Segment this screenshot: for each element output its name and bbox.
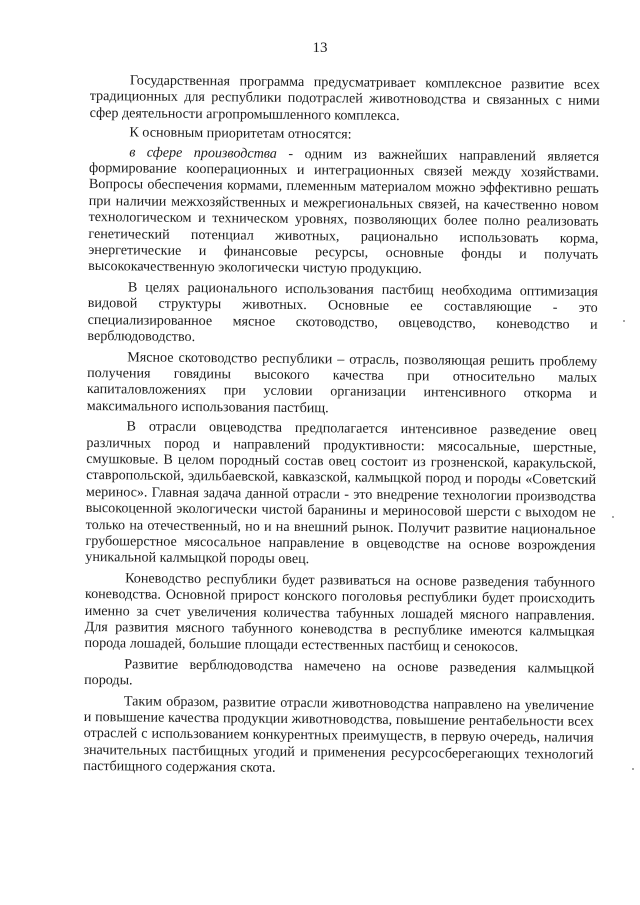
page-number: 13 <box>312 40 328 56</box>
scan-speck <box>612 516 614 518</box>
paragraph-beef-cattle: Мясное скотоводство республики – отрасль, позволяющая решить проблему получения говядины высокого качества при относительно малых капиталовложениях при условии организации интенсивного откорма и максимального использования пастбищ. <box>86 348 598 417</box>
scan-speck <box>632 768 634 770</box>
paragraph-horse-breeding: Коневодство республики будет развиваться на основе разведения табунного коневодства. Основной прирост конского поголовья республики будет происходить именно за счет увеличения количества табунных лошадей мясного направления. Для развития мясного табунного коневодства в республике имеются калмыцкая порода лошадей, большие площади естественных пастбищ и сенокосов. <box>84 570 596 656</box>
production-sphere-label: в сфере производства <box>129 144 277 162</box>
production-sphere-text: - одним из важнейших направлений является формирование кооперационных и интеграционных связей между хозяйствами. Вопросы обеспечения кормами, племенным материалом можно эффективно решать при наличии межхозяйственных и межрегиональных связей, на качественно новом технологическом и техническом уровнях, позволяющих более полно реализовать генетический потенциал животных, рационально использовать корма, энергетические и финансовые ресурсы, основные фонды и получать высококачественную экологически чистую продукцию. <box>88 145 600 278</box>
paragraph-sheep-breeding: В отрасли овцеводства предполагается интенсивное разведение овец различных пород и направлений продуктивности: мясосальные, шерстные, смушковые. В целом породный состав овец состоит из грозненской, каракульской, ставропольской, эдильбаевской, кавказской, калмыцкой пород и породы «Советский меринос». Главная задача данной отрасли - это внедрение технологии производства высокоценной экологически чистой баранины и мериносовой шерсти с выходом не только на отечественный, но и на внешний рынок. Получит развитие национальное грубошерстное мясосальное направление в овцеводстве на основе возрождения уникальной калмыцкой породы овец. <box>85 418 597 568</box>
paragraph-conclusion: Таким образом, развитие отрасли животноводства направлено на увеличение и повышение качества продукции животноводства, повышение рентабельности всех отраслей с использованием конкурентных преимуществ, в первую очередь, наличия значительных пастбищных угодий и применения ресурсосберегающих технологий пастбищного содержания скота. <box>83 692 595 777</box>
body-text <box>83 72 600 784</box>
paragraph-priorities-heading: К основным приоритетам относятся: <box>129 124 352 143</box>
scan-speck <box>623 320 625 322</box>
paragraph-camel-breeding: Развитие верблюдоводства намечено на основе разведения калмыцкой породы. <box>84 656 595 689</box>
paragraph-production <box>88 144 599 280</box>
paragraph-intro: Государственная программа предусматривает комплексное развитие всех традиционных для республики подотраслей животноводства и связанных с ними сфер деятельности агропромышленного комплекса. <box>89 72 600 124</box>
paragraph-pastures: В целях рационального использования пастбищ необходима оптимизация видовой структуры животных. Основные ее составляющие - это специализированное мясное скотоводство, овцеводство, коневодство и верблюдоводство. <box>87 279 598 346</box>
